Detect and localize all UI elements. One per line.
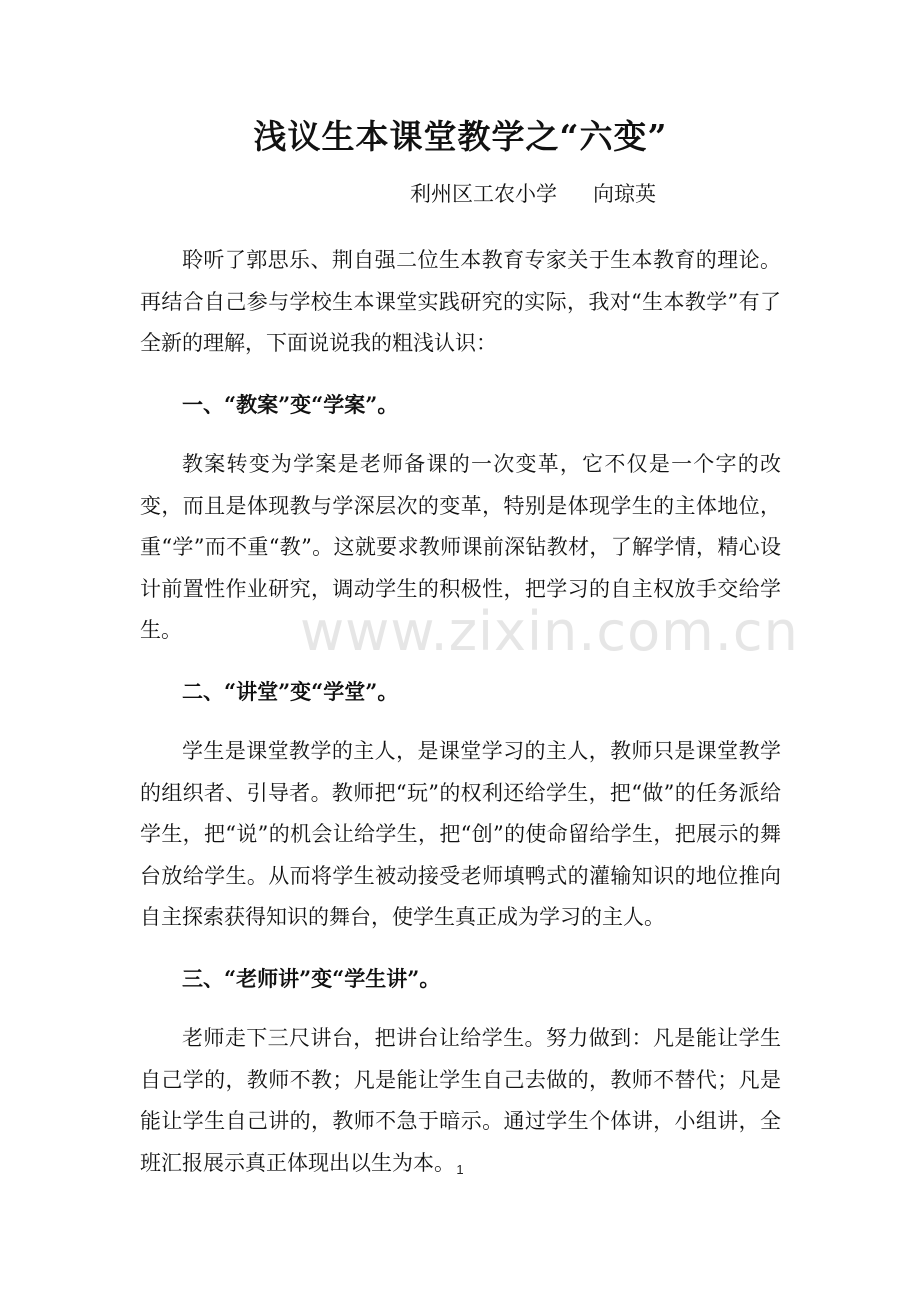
author-school: 利州区工农小学 — [410, 182, 557, 206]
section-heading: 一、“教案”变“学案”。 — [182, 391, 399, 417]
watermark: www.zixin.com.cn — [300, 600, 799, 663]
author-byline — [140, 178, 781, 210]
section-paragraph: 老师走下三尺讲台，把讲台让给学生。努力做到：凡是能让学生自己学的，教师不教；凡是能让学生自己去做的，教师不替代；凡是能让学生自己讲的，教师不急于暗示。通过学生个体讲，小组讲，全班汇报展示真正体现出以生为本。 — [140, 1026, 781, 1175]
section-paragraph: 教案转变为学案是老师备课的一次变革，它不仅是一个字的改变，而且是体现教与学深层次的变革，特别是体现学生的主体地位，重“学”而不重“教”。这就要求教师课前深钻教材，了解学情，精心设计前置性作业研究，调动学生的积极性，把学习的自主权放手交给学生。 — [140, 452, 781, 642]
intro-paragraph: 聆听了郭思乐、荆自强二位生本教育专家关于生本教育的理论。再结合自己参与学校生本课堂实践研究的实际，我对“生本教学”有了全新的理解，下面说说我的粗浅认识： — [140, 248, 781, 355]
page-number: 1 — [456, 1162, 464, 1177]
section-heading: 二、“讲堂”变“学堂”。 — [182, 678, 399, 704]
document-title: 浅议生本课堂教学之“六变” — [253, 117, 668, 156]
document-body — [140, 112, 781, 1203]
author-name: 向琼英 — [593, 182, 656, 206]
section-paragraph: 学生是课堂教学的主人，是课堂学习的主人，教师只是课堂教学的组织者、引导者。教师把“玩”的权利还给学生，把“做”的任务派给学生，把“说”的机会让给学生，把“创”的使命留给学生，把展示的舞台放给学生。从而将学生被动接受老师填鸭式的灌输知识的地位推向自主探索获得知识的舞台，使学生真正成为学习的主人。 — [140, 739, 781, 929]
section-heading: 三、“老师讲”变“学生讲”。 — [182, 965, 441, 991]
